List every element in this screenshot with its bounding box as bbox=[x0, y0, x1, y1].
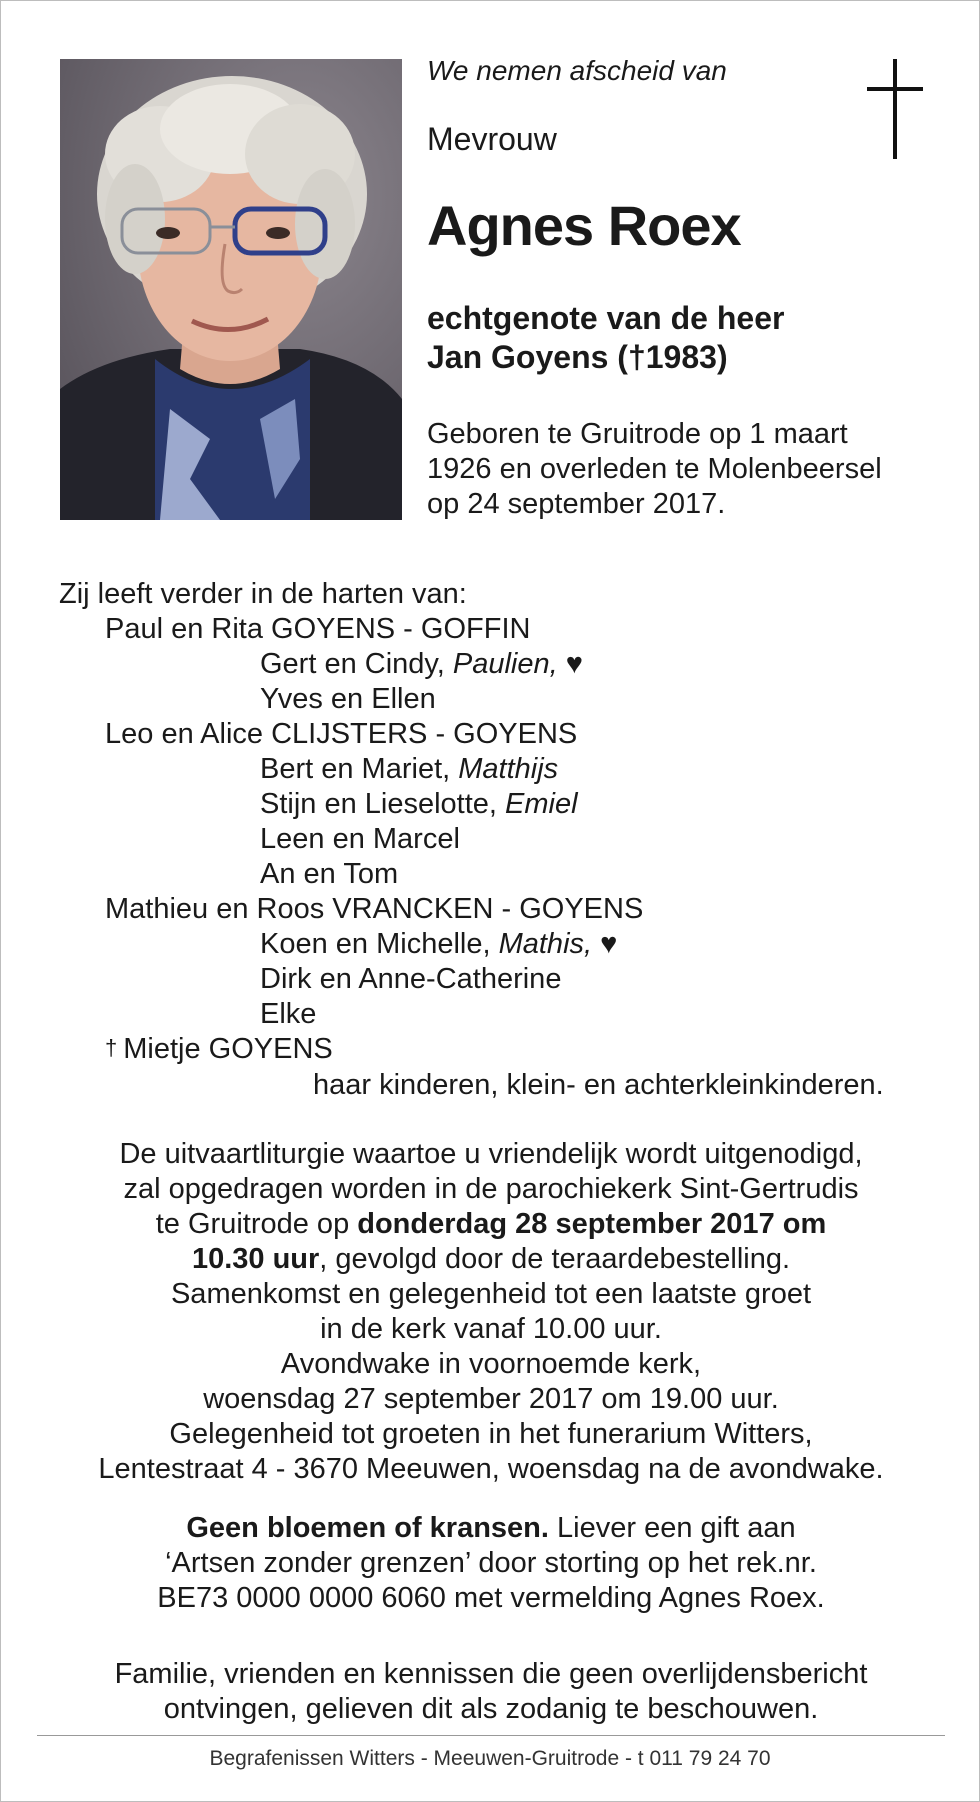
funeral-line: Gelegenheid tot groeten in het funerarium Witters, bbox=[169, 1418, 813, 1450]
family-name: Gert en Cindy, bbox=[260, 648, 453, 680]
notice-line: Familie, vrienden en kennissen die geen overlijdensbericht bbox=[114, 1658, 868, 1690]
funeral-line: Avondwake in voornoemde kerk, bbox=[280, 1348, 702, 1380]
spouse-line-2: Jan Goyens (†1983) bbox=[427, 339, 728, 375]
deceased-name: Agnes Roex bbox=[427, 194, 741, 257]
family-line-bert bbox=[59, 752, 939, 787]
funeral-time: 10.30 uur bbox=[191, 1243, 320, 1275]
family-name: Stijn en Lieselotte, bbox=[260, 788, 506, 820]
family-name: Mietje GOYENS bbox=[123, 1033, 333, 1065]
family-line-gert bbox=[59, 647, 939, 682]
grandchild-name: Mathis, bbox=[498, 928, 593, 960]
flowers-text: Liever een gift aan bbox=[548, 1512, 796, 1544]
dagger-icon: † bbox=[105, 1035, 118, 1060]
flowers-notice bbox=[31, 1511, 951, 1616]
family-intro: Zij leeft verder in de harten van: bbox=[59, 578, 467, 610]
funeral-line bbox=[31, 1207, 951, 1242]
intro-text: We nemen afscheid van bbox=[427, 55, 727, 86]
funeral-text: te Gruitrode op bbox=[155, 1208, 358, 1240]
family-line-elke: Elke bbox=[260, 998, 317, 1030]
title-text: Mevrouw bbox=[427, 121, 557, 157]
birth-line-2: 1926 en overleden te Molenbeersel bbox=[427, 453, 882, 485]
portrait-illustration bbox=[60, 59, 402, 520]
family-line-koen bbox=[59, 927, 939, 962]
birth-line-3: op 24 september 2017. bbox=[427, 488, 726, 520]
funeral-line bbox=[31, 1242, 951, 1277]
funeral-date: donderdag 28 september 2017 om bbox=[357, 1208, 827, 1240]
family-line-paul: Paul en Rita GOYENS - GOFFIN bbox=[105, 613, 531, 645]
funeral-line: De uitvaartliturgie waartoe u vriendelijk wordt uitgenodigd, bbox=[119, 1138, 863, 1170]
family-line-an: An en Tom bbox=[260, 858, 399, 890]
funeral-line: zal opgedragen worden in de parochiekerk Sint-Gertrudis bbox=[123, 1173, 859, 1205]
funeral-line: Lentestraat 4 - 3670 Meeuwen, woensdag na de avondwake. bbox=[98, 1453, 884, 1485]
grandchild-name: Emiel bbox=[505, 788, 578, 820]
family-line-mietje bbox=[59, 1032, 939, 1068]
birth-death-info bbox=[427, 417, 897, 522]
family-line-yves: Yves en Ellen bbox=[260, 683, 436, 715]
header-block bbox=[427, 51, 897, 522]
grandchild-name: Matthijs bbox=[458, 753, 559, 785]
heart-icon: ♥ bbox=[565, 648, 583, 680]
family-line-leen: Leen en Marcel bbox=[260, 823, 460, 855]
birth-line-1: Geboren te Gruitrode op 1 maart bbox=[427, 418, 848, 450]
funeral-line: in de kerk vanaf 10.00 uur. bbox=[320, 1313, 662, 1345]
grandchild-name: Paulien, bbox=[452, 648, 558, 680]
closing-notice bbox=[31, 1657, 951, 1727]
funeral-line: Samenkomst en gelegenheid tot een laatste groet bbox=[170, 1278, 812, 1310]
flowers-bold: Geen bloemen of kransen. bbox=[186, 1512, 549, 1544]
flowers-line: BE73 0000 0000 6060 met vermelding Agnes Roex. bbox=[157, 1582, 825, 1614]
family-line-dirk: Dirk en Anne-Catherine bbox=[260, 963, 562, 995]
family-name: Bert en Mariet, bbox=[260, 753, 459, 785]
spouse-info bbox=[427, 299, 897, 377]
footer-divider bbox=[37, 1735, 945, 1736]
portrait-photo bbox=[60, 59, 402, 520]
funeral-line: woensdag 27 september 2017 om 19.00 uur. bbox=[203, 1383, 779, 1415]
family-line-mathieu: Mathieu en Roos VRANCKEN - GOYENS bbox=[105, 893, 644, 925]
heart-icon: ♥ bbox=[600, 928, 618, 960]
family-list bbox=[59, 577, 939, 1103]
family-line-stijn bbox=[59, 787, 939, 822]
family-name: Koen en Michelle, bbox=[260, 928, 499, 960]
flowers-line bbox=[31, 1511, 951, 1546]
family-line-leo: Leo en Alice CLIJSTERS - GOYENS bbox=[105, 718, 578, 750]
funeral-details bbox=[31, 1137, 951, 1487]
funeral-text: , gevolgd door de teraardebestelling. bbox=[319, 1243, 791, 1275]
notice-line: ontvingen, gelieven dit als zodanig te beschouwen. bbox=[163, 1693, 819, 1725]
flowers-line: ‘Artsen zonder grenzen’ door storting op het rek.nr. bbox=[165, 1547, 817, 1579]
footer-text: Begrafenissen Witters - Meeuwen-Gruitrode - t 011 79 24 70 bbox=[209, 1747, 771, 1770]
family-closing: haar kinderen, klein- en achterkleinkinderen. bbox=[313, 1069, 884, 1101]
spouse-line-1: echtgenote van de heer bbox=[427, 300, 785, 336]
